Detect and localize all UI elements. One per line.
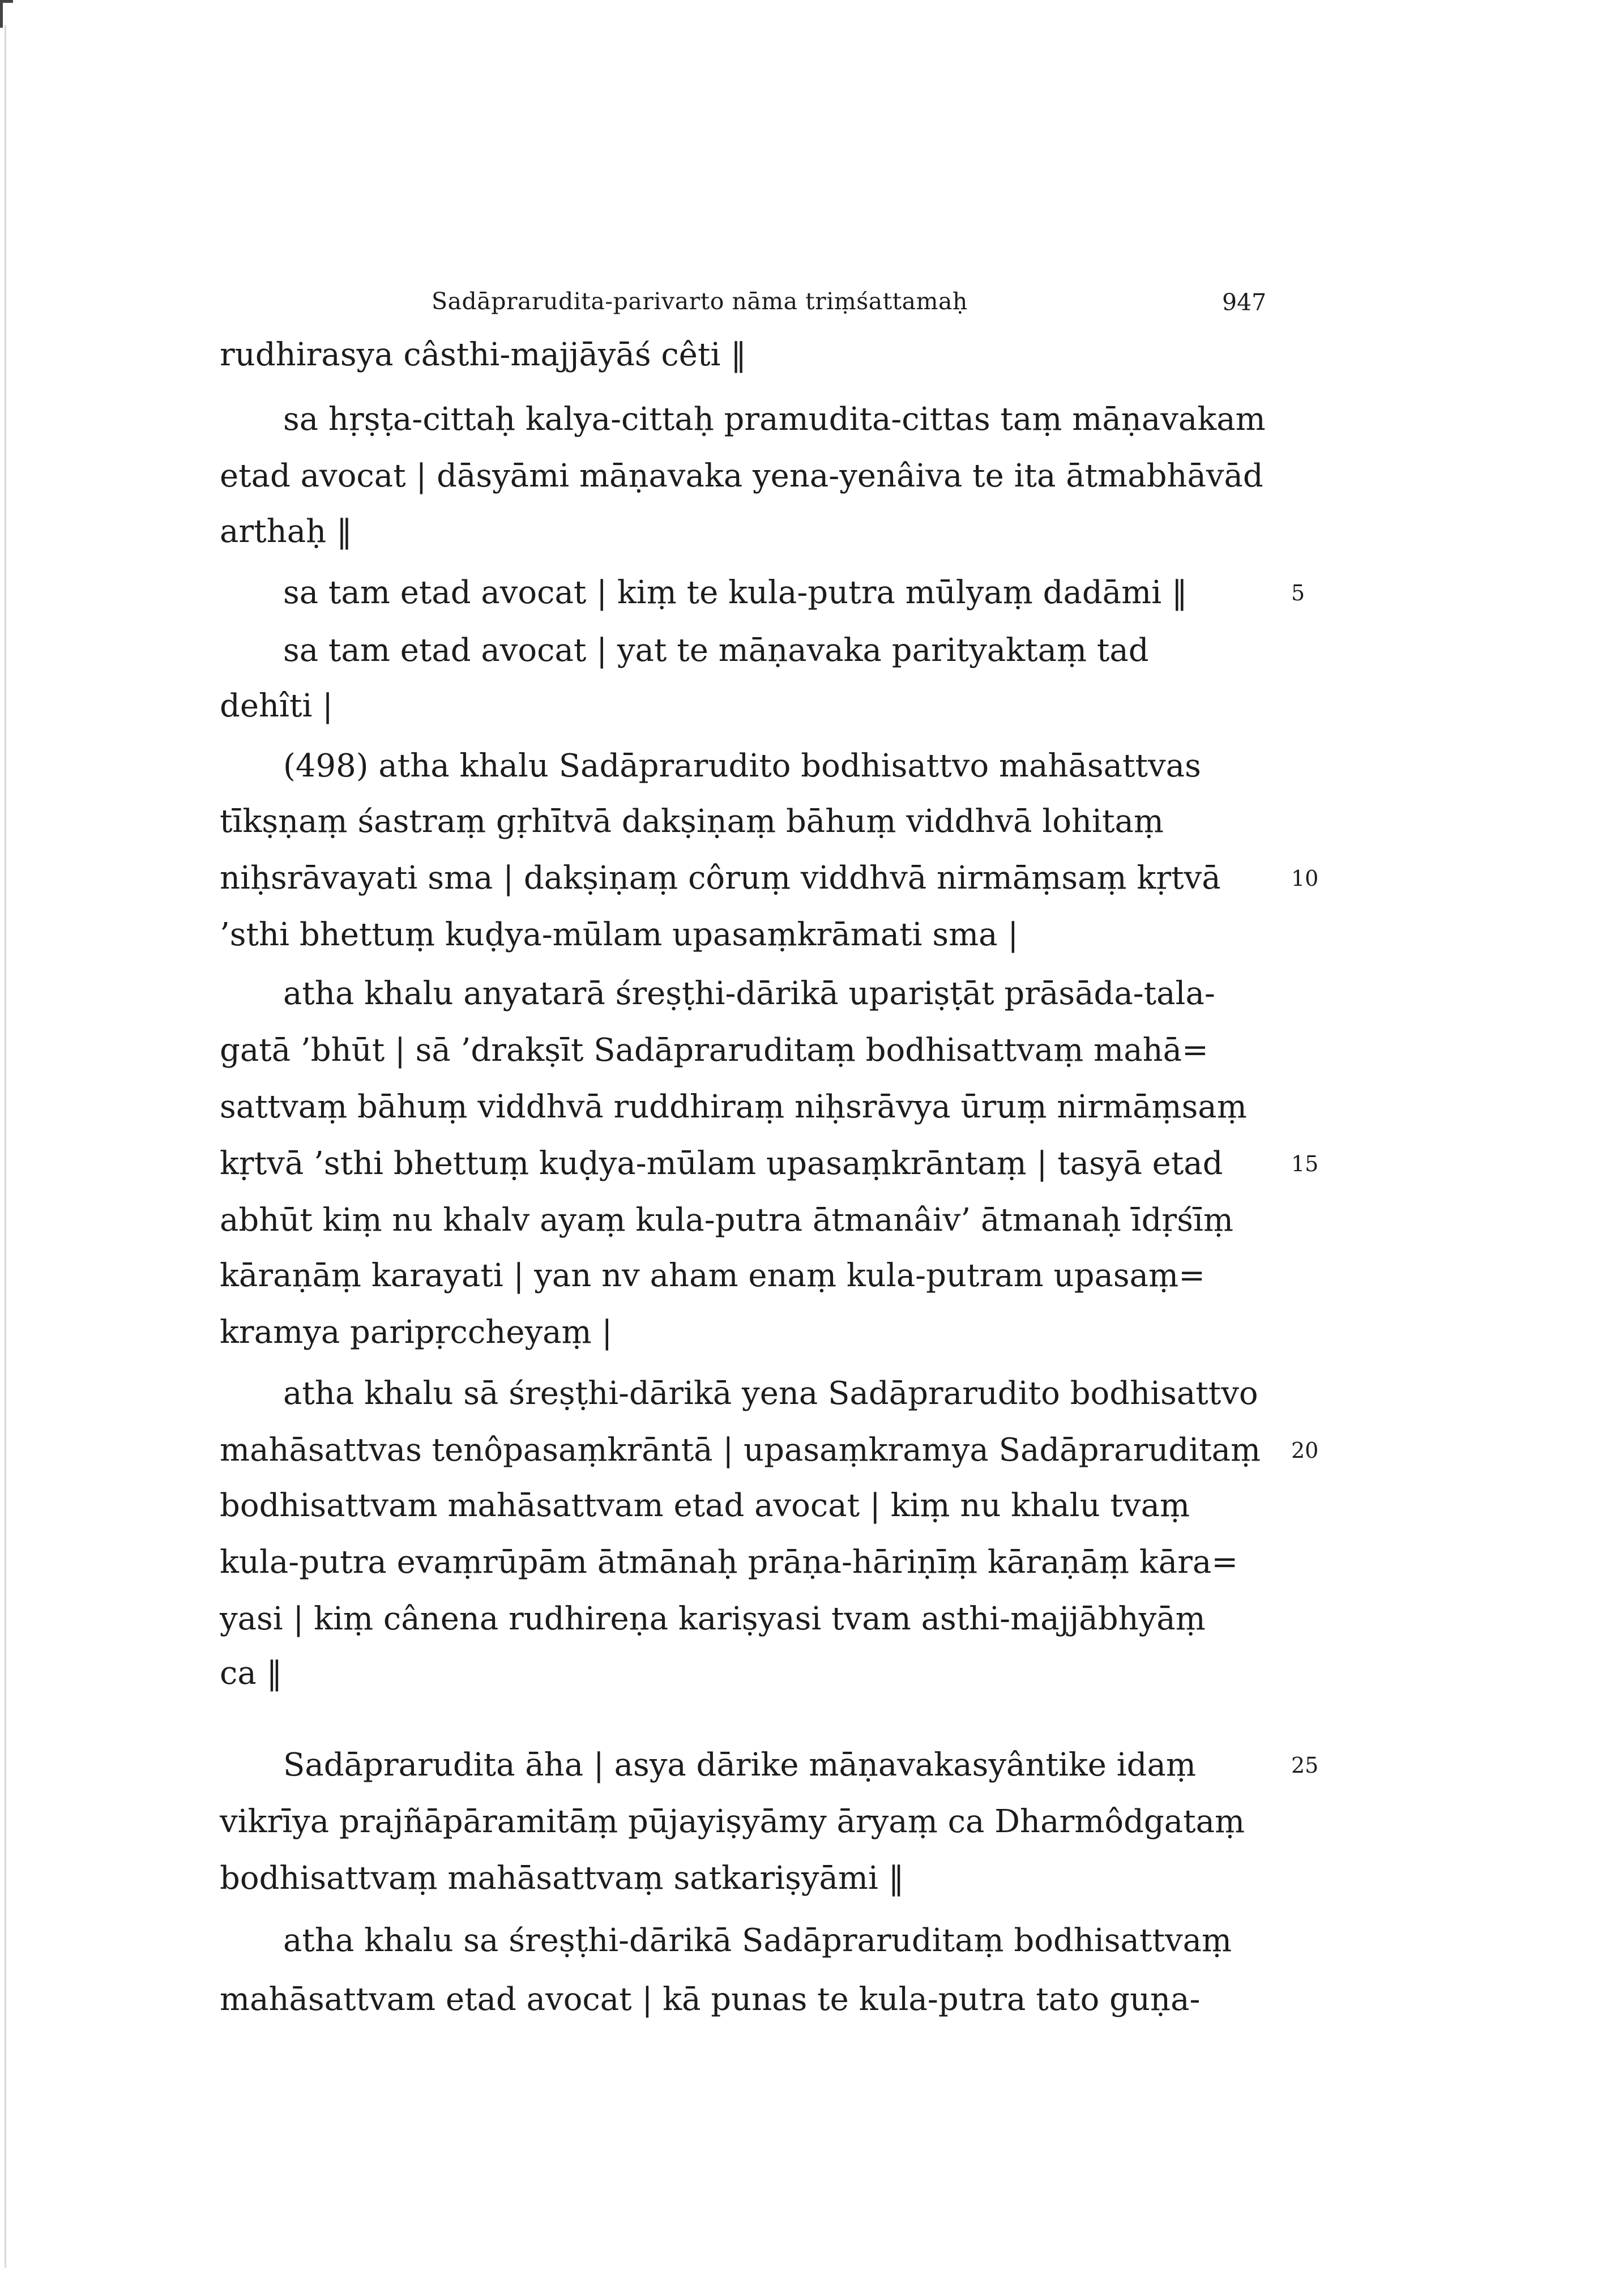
text-line-4: arthaḥ ‖ <box>220 513 352 550</box>
text-line-23: yasi | kiṃ cânena rudhireṇa kariṣyasi tvam asthi-majjābhyāṃ <box>220 1601 1206 1637</box>
text-line-27: bodhisattvaṃ mahāsattvaṃ satkariṣyāmi ‖ <box>220 1860 904 1897</box>
text-line-2: sa hṛṣṭa-cittaḥ kalya-cittaḥ pramudita-cittas taṃ māṇavakam <box>283 401 1266 438</box>
text-line-29: mahāsattvam etad avocat | kā punas te kula-putra tato guṇa- <box>220 1981 1201 2018</box>
text-line-14: sattvaṃ bāhuṃ viddhvā ruddhiraṃ niḥsrāvya ūruṃ nirmāṃsaṃ <box>220 1089 1247 1125</box>
margin-line-number: 15 <box>1291 1151 1319 1176</box>
text-line-6: sa tam etad avocat | yat te māṇavaka parityaktaṃ tad <box>283 632 1149 669</box>
text-line-8: (498) atha khalu Sadāprarudito bodhisattvo mahāsattvas <box>283 748 1201 784</box>
text-line-11: ’sthi bhettuṃ kuḍya-mūlam upasaṃkrāmati sma | <box>220 916 1019 953</box>
text-line-24: ca ‖ <box>220 1655 283 1692</box>
text-line-3: etad avocat | dāsyāmi māṇavaka yena-yenâiva te ita ātmabhāvād <box>220 458 1263 494</box>
margin-line-number: 25 <box>1291 1753 1319 1778</box>
text-line-1: rudhirasya câsthi-majjāyāś cêti ‖ <box>220 336 747 373</box>
text-line-28: atha khalu sa śreṣṭhi-dārikā Sadāpraruditaṃ bodhisattvaṃ <box>283 1922 1232 1959</box>
text-line-12: atha khalu anyatarā śreṣṭhi-dārikā upariṣṭāt prāsāda-tala- <box>283 975 1215 1012</box>
text-line-26: vikrīya prajñāpāramitāṃ pūjayiṣyāmy āryaṃ ca Dharmôdgataṃ <box>220 1803 1245 1840</box>
margin-line-number: 5 <box>1291 581 1305 605</box>
margin-line-number: 20 <box>1291 1438 1319 1463</box>
text-line-21: bodhisattvam mahāsattvam etad avocat | kiṃ nu khalu tvaṃ <box>220 1487 1190 1524</box>
text-line-22: kula-putra evaṃrūpām ātmānaḥ prāṇa-hāriṇīṃ kāraṇāṃ kāra= <box>220 1544 1238 1581</box>
text-line-10: niḥsrāvayati sma | dakṣiṇaṃ côruṃ viddhvā nirmāṃsaṃ kṛtvā <box>220 860 1221 897</box>
text-line-17: kāraṇāṃ karayati | yan nv aham enaṃ kula-putram upasaṃ= <box>220 1257 1205 1294</box>
text-line-13: gatā ’bhūt | sā ’drakṣīt Sadāpraruditaṃ bodhisattvaṃ mahā= <box>220 1032 1208 1069</box>
text-line-20: mahāsattvas tenôpasaṃkrāntā | upasaṃkramya Sadāpraruditaṃ <box>220 1432 1261 1469</box>
text-line-25: Sadāprarudita āha | asya dārike māṇavakasyântike idaṃ <box>283 1747 1196 1783</box>
margin-line-number: 10 <box>1291 866 1319 891</box>
page-number: 947 <box>1222 289 1267 316</box>
crop-mark <box>0 0 13 28</box>
text-line-18: kramya paripṛccheyaṃ | <box>220 1314 613 1351</box>
page-edge-line <box>5 25 6 2268</box>
running-header <box>0 288 1623 322</box>
running-title: Sadāprarudita-parivarto nāma triṃśattamaḥ <box>432 288 968 315</box>
text-line-9: tīkṣṇaṃ śastraṃ gṛhītvā dakṣiṇaṃ bāhuṃ viddhvā lohitaṃ <box>220 803 1164 840</box>
text-line-7: dehîti | <box>220 688 334 724</box>
text-line-16: abhūt kiṃ nu khalv ayaṃ kula-putra ātmanâiv’ ātmanaḥ īdṛśīṃ <box>220 1202 1233 1239</box>
text-line-19: atha khalu sā śreṣṭhi-dārikā yena Sadāprarudito bodhisattvo <box>283 1375 1258 1412</box>
text-line-5: sa tam etad avocat | kiṃ te kula-putra mūlyaṃ dadāmi ‖ <box>283 574 1188 611</box>
text-line-15: kṛtvā ’sthi bhettuṃ kuḍya-mūlam upasaṃkrāntaṃ | tasyā etad <box>220 1145 1223 1182</box>
